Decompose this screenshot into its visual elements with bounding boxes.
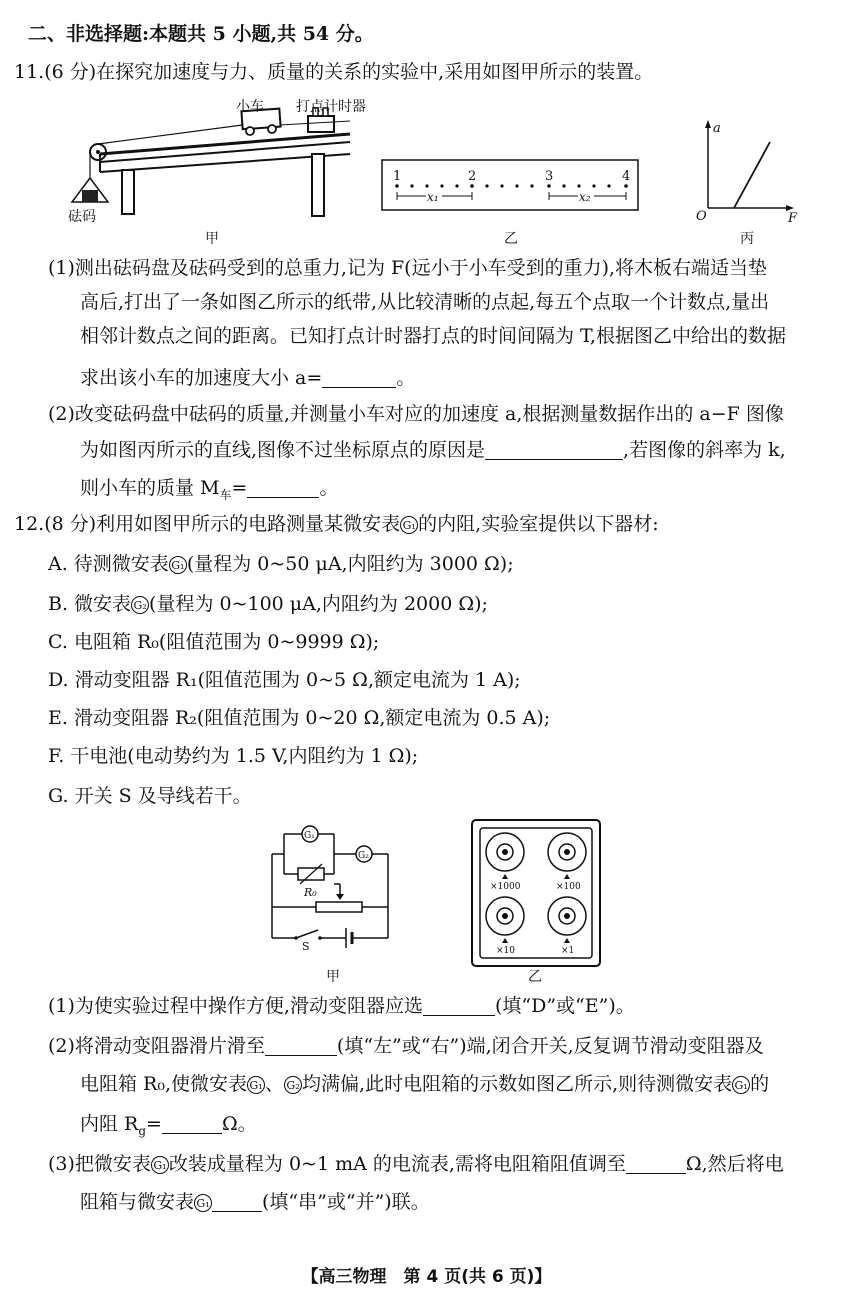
caption-jia: 甲 (205, 231, 219, 247)
item-b: B. 微安表 G₂ (量程为 0~100 μA,内阻约为 2000 Ω); (48, 593, 488, 615)
circuit-switch-label: S (302, 940, 310, 953)
graph-line (734, 142, 770, 208)
g1-meter-symbol: G₁ (194, 1194, 212, 1212)
graph-y-label: a (713, 121, 721, 136)
knob-x10 (486, 897, 524, 935)
weight-label: 砝码 (68, 209, 96, 225)
item-g: G. 开关 S 及导线若干。 (48, 785, 252, 807)
graph-origin: O (696, 209, 707, 224)
answer-blank-rheostat[interactable] (423, 995, 495, 1016)
q12-part2-line2: 电阻箱 R₀,使微安表 G₁ 、 G₂ 均满偏,此时电阻箱的示数如图乙所示,则待测微安表 G₁ 的 (80, 1073, 770, 1095)
page-footer: 【高三物理 第 4 页(共 6 页)】 (301, 1267, 552, 1287)
section-header: 二、非选择题:本题共 5 小题,共 54 分。 (28, 23, 374, 45)
q12-circuit-figure (268, 826, 398, 953)
item-e: E. 滑动变阻器 R₂(阻值范围为 0~20 Ω,额定电流为 0.5 A); (48, 707, 551, 729)
tape-x1-label: x₁ (427, 190, 439, 204)
item-a: A. 待测微安表 G₁ (量程为 0~50 μA,内阻约为 3000 Ω); (48, 553, 514, 575)
q12-part2-line3: 内阻 $R_g= \Omega$。 (80, 1113, 257, 1138)
q11-part1-line3: 相邻计数点之间的距离。已知打点计时器打点的时间间隔为 T,根据图乙中给出的数据 (80, 325, 786, 347)
g1-meter-symbol: G₁ (151, 1156, 169, 1174)
g1-meter-symbol: G₁ (247, 1076, 265, 1094)
g1-meter-symbol: G₁ (732, 1076, 750, 1094)
caption-yi: 乙 (504, 231, 518, 247)
answer-blank-acceleration[interactable] (322, 367, 396, 388)
caption-bing: 丙 (740, 231, 754, 247)
item-f: F. 干电池(电动势约为 1.5 V,内阻约为 1 Ω); (48, 745, 419, 767)
g2-meter-symbol: G₂ (131, 596, 149, 614)
tape-point-1: 1 (393, 169, 402, 184)
box-label-x1000: ×1000 (490, 882, 521, 892)
answer-blank-mass[interactable] (247, 477, 319, 498)
q12-resistance-box-figure (470, 818, 602, 968)
q11-part2-line3: 则小车的质量 $M_车=$ 。 (80, 477, 339, 502)
answer-blank-reason[interactable] (485, 439, 623, 460)
timer-label: 打点计时器 (296, 99, 366, 115)
box-label-x100: ×100 (556, 882, 581, 892)
tape-x2-label: x₂ (579, 190, 591, 204)
q11-part1-line2: 高后,打出了一条如图乙所示的纸带,从比较清晰的点起,每五个点取一个计数点,量出 (80, 291, 770, 313)
q12-stem: 12.(8 分)利用如图甲所示的电路测量某微安表 G₁ 的内阻,实验室提供以下器材: (14, 513, 659, 535)
knob-x1 (548, 897, 586, 935)
q11-stem: 11.(6 分)在探究加速度与力、质量的关系的实验中,采用如图甲所示的装置。 (14, 61, 654, 83)
q11-part2-line2: 为如图丙所示的直线,图像不过坐标原点的原因是 ,若图像的斜率为 k, (80, 439, 786, 461)
q11-figure-bing (696, 118, 806, 226)
graph-x-label: F (788, 211, 798, 226)
circuit-r0-label: R₀ (304, 886, 317, 899)
g1-meter-symbol: G₁ (400, 516, 418, 534)
q12-part1: (1)为使实验过程中操作方便,滑动变阻器应选 (填“D”或“E”)。 (48, 995, 635, 1017)
box-label-x10: ×10 (496, 946, 515, 956)
cart-label: 小车 (236, 99, 264, 115)
q12-part2-line1: (2)将滑动变阻器滑片滑至 (填“左”或“右”)端,闭合开关,反复调节滑动变阻器及 (48, 1035, 764, 1057)
answer-blank-resistance[interactable] (626, 1153, 686, 1174)
g1-meter-symbol: G₁ (169, 556, 187, 574)
q11-part2-line1: (2)改变砝码盘中砝码的质量,并测量小车对应的加速度 a,根据测量数据作出的 a−F 图像 (48, 403, 784, 425)
tape-point-3: 3 (545, 169, 554, 184)
caption-circuit-jia: 甲 (326, 969, 340, 985)
knob-x100 (548, 833, 586, 871)
g2-meter-symbol: G₂ (284, 1076, 302, 1094)
q12-part3-line1: (3)把微安表 G₁ 改装成量程为 0~1 mA 的电流表,需将电阻箱阻值调至 Ω,然后将电 (48, 1153, 784, 1175)
knob-x1000 (486, 833, 524, 871)
q11-figure-yi (380, 158, 642, 214)
svg-text:G₂: G₂ (358, 851, 369, 861)
q12-part3-line2: 阻箱与微安表 G₁ (填“串”或“并”)联。 (80, 1191, 430, 1213)
q11-figure-jia (60, 94, 360, 244)
tape-point-4: 4 (622, 169, 631, 184)
q11-part1-line4: 求出该小车的加速度大小 a= 。 (80, 367, 416, 389)
item-c: C. 电阻箱 R₀(阻值范围为 0~9999 Ω); (48, 631, 380, 653)
tape-point-2: 2 (468, 169, 477, 184)
item-d: D. 滑动变阻器 R₁(阻值范围为 0~5 Ω,额定电流为 1 A); (48, 669, 521, 691)
svg-text:G₁: G₁ (304, 831, 315, 841)
answer-blank-series-parallel[interactable] (212, 1191, 262, 1212)
answer-blank-slider-end[interactable] (265, 1035, 337, 1056)
q11-part1-line1: (1)测出砝码盘及砝码受到的总重力,记为 F(远小于小车受到的重力),将木板右端适当垫 (48, 257, 768, 279)
box-label-x1: ×1 (561, 946, 575, 956)
caption-box-yi: 乙 (528, 969, 542, 985)
answer-blank-rg[interactable] (162, 1113, 222, 1134)
